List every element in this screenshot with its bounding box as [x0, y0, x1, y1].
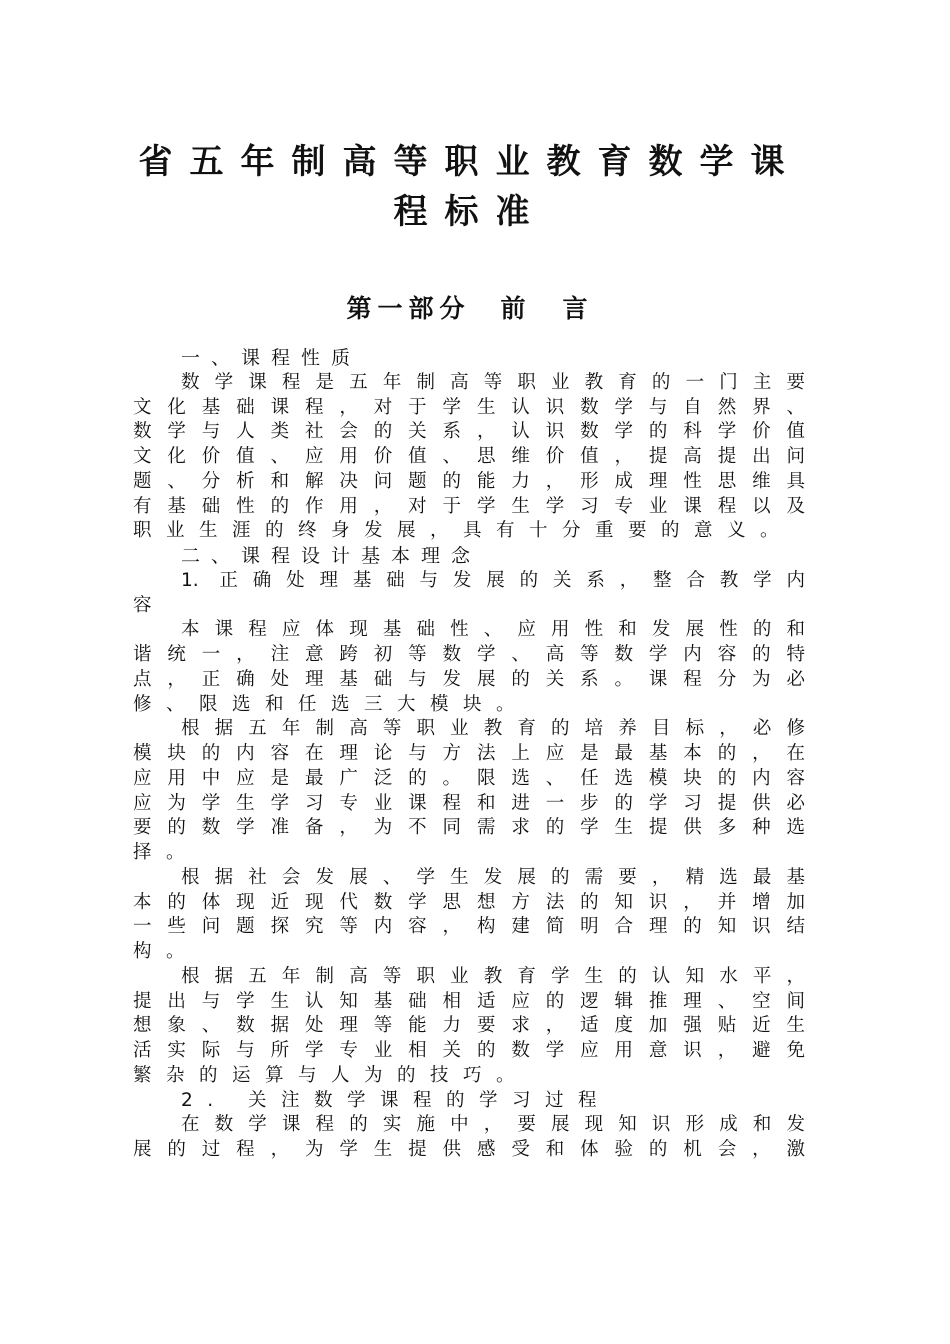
- section-heading-course-nature: 一、课程性质: [181, 347, 362, 369]
- paragraph-line: 本课程应体现基础性、应用性和发展性的和: [181, 619, 805, 641]
- paragraph-line: 择。: [133, 842, 200, 863]
- paragraph-line: 数学课程是五年制高等职业教育的一门主要: [181, 371, 805, 393]
- paragraph-line: 要的数学准备，为不同需求的学生提供多种选: [133, 817, 805, 839]
- document-body: [133, 346, 805, 1163]
- section-heading-design-philosophy: 二、课程设计基本理念: [181, 545, 482, 567]
- paragraph-line: 文化价值、应用价值、思维价值，提高提出问: [133, 446, 805, 467]
- paragraph-line: 提出与学生认知基础相适应的逻辑推理、空间: [133, 990, 805, 1012]
- paragraph-line: 应用中应是最广泛的。限选、任选模块的内容: [133, 767, 805, 789]
- document-title-line-1: 省五年制高等职业教育数学课: [138, 142, 802, 182]
- paragraph-line: 构。: [133, 941, 200, 962]
- paragraph-line: 本的体现近现代数学思想方法的知识，并增加: [133, 891, 805, 913]
- paragraph-line: 模块的内容在理论与方法上应是最基本的，在: [133, 743, 805, 764]
- paragraph-line: 文化基础课程，对于学生认识数学与自然界、: [133, 396, 805, 418]
- paragraph-line: 根据五年制高等职业教育的培养目标，必修: [181, 718, 805, 740]
- paragraph-line: 数学与人类社会的关系，认识数学的科学价值: [133, 421, 805, 443]
- part-heading: [135, 293, 805, 325]
- paragraph-line: 应为学生学习专业课程和进一步的学习提供必: [133, 792, 805, 814]
- paragraph-line: 题、分析和解决问题的能力，形成理性思维具: [133, 470, 805, 492]
- paragraph-line: 一些问题探究等内容，构建简明合理的知识结: [133, 916, 805, 938]
- paragraph-line: 在数学课程的实施中，要展现知识形成和发: [181, 1114, 805, 1136]
- paragraph-line: 根据五年制高等职业教育学生的认知水平，: [181, 965, 805, 987]
- paragraph-line: 职业生涯的终身发展，具有十分重要的意义。: [133, 520, 794, 542]
- subsection-heading-2: 2. 关注数学课程的学习过程: [181, 1089, 612, 1111]
- paragraph-line: 点，正确处理基础与发展的关系。课程分为必: [133, 668, 805, 690]
- paragraph-line: 繁杂的运算与人为的技巧。: [133, 1064, 530, 1086]
- paragraph-line: 有基础性的作用，对于学生学习专业课程以及: [133, 495, 805, 517]
- paragraph-line: 活实际与所学专业相关的数学应用意识，避免: [133, 1040, 805, 1061]
- document-title-line-2: 程标准: [393, 192, 547, 232]
- paragraph-line: 容: [133, 594, 167, 616]
- paragraph-line: 根据社会发展、学生发展的需要，精选最基: [181, 866, 805, 888]
- paragraph-line: 谐统一，注意跨初等数学、高等数学内容的特: [133, 644, 805, 665]
- paragraph-line: 修、限选和任选三大模块。: [133, 693, 530, 715]
- part-heading-title: 前 言: [500, 294, 594, 323]
- part-heading-number: 第一部分: [346, 294, 471, 323]
- paragraph-line: 想象、数据处理等能力要求，适度加强贴近生: [133, 1015, 805, 1037]
- paragraph-line: 展的过程，为学生提供感受和体验的机会，激: [133, 1139, 805, 1160]
- subsection-heading-1: 1. 正确处理基础与发展的关系，整合教学内: [181, 569, 805, 591]
